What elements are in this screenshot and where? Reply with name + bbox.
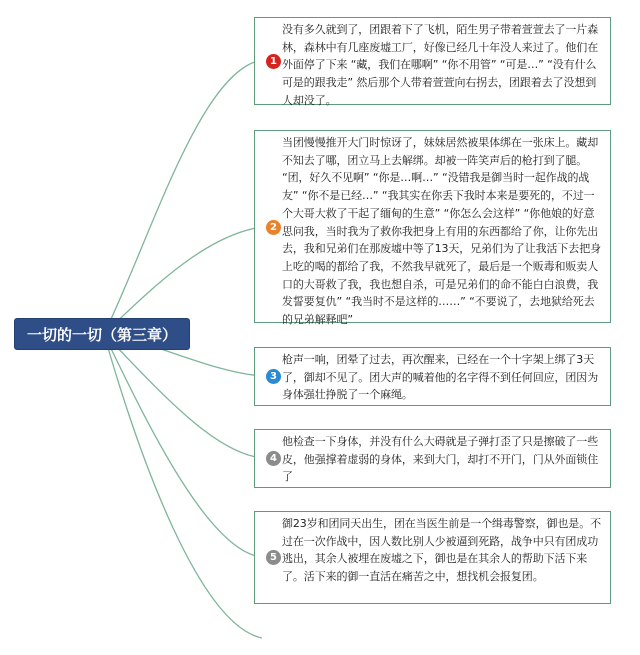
topic-node-text: 枪声一响，团晕了过去，再次醒来，已经在一个十字架上绑了3天了，御却不见了。团大声的喊着他的名字得不到任何回应，团因为身体强壮挣脱了一个麻绳。 bbox=[282, 353, 599, 402]
topic-node-text: 当团慢慢推开大门时惊讶了，妹妹居然被果体绑在一张床上。藏却不知去了哪，团立马上去解绑。却被一阵笑声后的枪打到了腿。 “团，好久不见啊” “你是…啊…” “没错我是御当时一起作战的战友” “你不是已经…” “我其实在你丢下我时本来是要死的，不过一个大哥大救了干起了缅甸的生意” “你怎么会这样” “你他娘的好意思问我，当时我为了救你我把身上有用的东西都给了你，让你先出去，我和兄弟们在那废墟中等了13天，兄弟们为了让我活下去把身上吃的喝的都给了我，不然我早就死了，最后是一个贩毒和贩卖人口的大哥救了我，我也想自杀，可是兄弟们的命不能白白浪费，我发誓要复仇” “我当时不是这样的……” “不要说了，去地狱给死去的兄弟解释吧” bbox=[282, 136, 601, 327]
priority-3-icon: 3 bbox=[266, 369, 281, 384]
priority-2-icon: 2 bbox=[266, 220, 281, 235]
topic-node-text: 他检查一下身体，并没有什么大碍就是子弹打歪了只是擦破了一些皮，他强撑着虚弱的身体，来到大门，却打不开门，门从外面锁住了 bbox=[282, 435, 599, 484]
connector-6 bbox=[104, 334, 262, 638]
root-topic-label: 一切的一切（第三章） bbox=[26, 325, 177, 344]
priority-5-icon: 5 bbox=[266, 550, 281, 565]
topic-node-3[interactable] bbox=[254, 347, 611, 406]
connector-4 bbox=[104, 334, 262, 458]
topic-node-text: 御23岁和团同天出生，团在当医生前是一个缉毒警察，御也是。不过在一次作战中，因人数比别人少被逼到死路，战争中只有团成功逃出，其余人被埋在废墟之下，御也是在其余人的帮助下活下来了。活下来的御一直活在痛苦之中，想找机会报复团。 bbox=[282, 517, 601, 584]
connector-1 bbox=[104, 60, 262, 334]
topic-node-2[interactable] bbox=[254, 130, 611, 327]
root-topic[interactable] bbox=[14, 318, 190, 350]
topic-node-4[interactable] bbox=[254, 429, 611, 488]
priority-4-icon: 4 bbox=[266, 451, 281, 466]
connector-5 bbox=[104, 334, 262, 557]
topic-node-text: 没有多久就到了，团跟着下了飞机，陌生男子带着萱萱去了一片森林，森林中有几座废墟工厂，好像已经几十年没人来过了。他们在外面停了下来 “藏，我们在哪啊” “你不用管” “可是…” “没有什么可是的跟我走” 然后那个人带着萱萱向右拐去，团跟着去了没想到人却没了。 bbox=[282, 23, 599, 107]
priority-1-icon: 1 bbox=[266, 54, 281, 69]
topic-node-5[interactable] bbox=[254, 511, 611, 604]
topic-node-1[interactable] bbox=[254, 17, 611, 105]
